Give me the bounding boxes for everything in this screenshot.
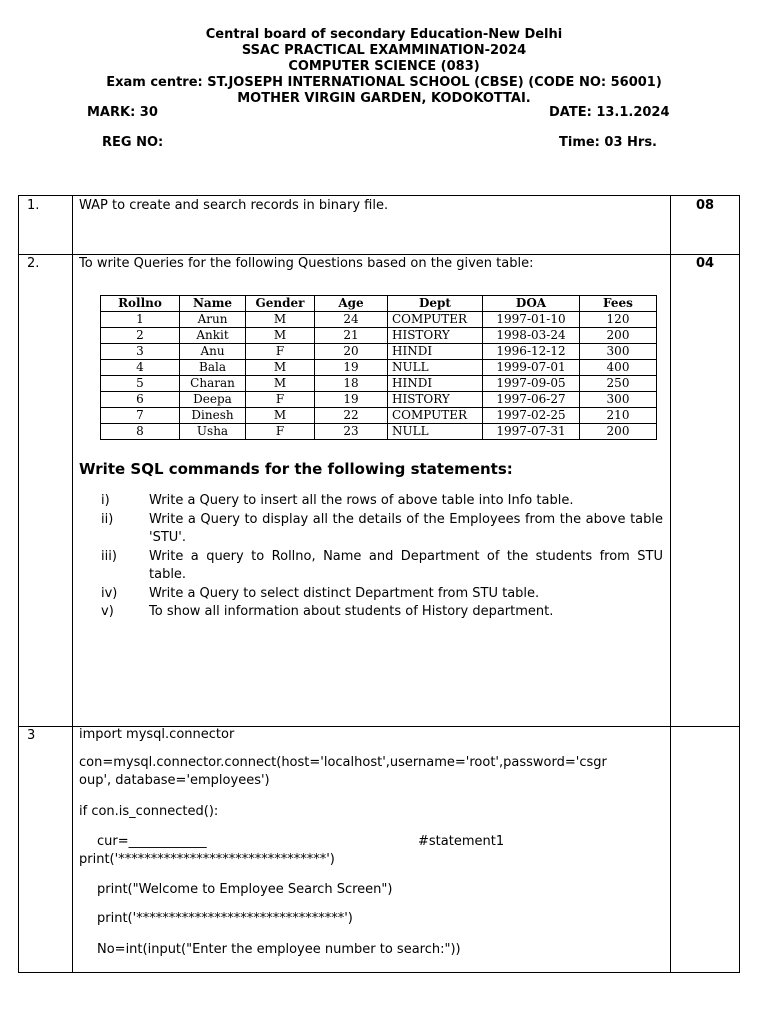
cell-fees: 200 — [580, 328, 657, 344]
item-text: Write a Query to select distinct Department from STU table. — [149, 585, 540, 601]
item-numeral: i) — [101, 493, 110, 508]
cell-name: Arun — [180, 312, 246, 328]
cell-gender: M — [246, 328, 315, 344]
cell-name: Charan — [180, 376, 246, 392]
cell-name: Bala — [180, 360, 246, 376]
item-text: Write a query to Rollno, Name and Department of the students from STU table. — [149, 548, 663, 582]
cell-gender: M — [246, 360, 315, 376]
code-line: if con.is_connected(): — [79, 804, 219, 819]
table-header-row — [101, 296, 657, 312]
cell-fees: 120 — [580, 312, 657, 328]
cell-fees: 300 — [580, 344, 657, 360]
table-row — [101, 408, 657, 424]
q1-number: 1. — [27, 198, 40, 213]
exam-title: SSAC PRACTICAL EXAMMINATION-2024 — [241, 43, 527, 58]
centre-address: MOTHER VIRGIN GARDEN, KODOKOTTAI. — [237, 91, 531, 106]
table-row — [101, 344, 657, 360]
item-numeral: v) — [101, 604, 114, 619]
question-table — [18, 195, 740, 973]
header-gender: Gender — [246, 296, 315, 312]
cell-dept: HISTORY — [388, 392, 483, 408]
header-age: Age — [315, 296, 388, 312]
list-item — [101, 511, 663, 548]
cell-name: Usha — [180, 424, 246, 440]
exam-centre: Exam centre: ST.JOSEPH INTERNATIONAL SCHOOL (CBSE) (CODE NO: 56001) — [106, 75, 662, 90]
q2-marks: 04 — [695, 256, 715, 271]
subject-title: COMPUTER SCIENCE (083) — [288, 59, 480, 74]
cell-age: 20 — [315, 344, 388, 360]
code-line: oup', database='employees') — [79, 773, 270, 788]
cell-gender: M — [246, 408, 315, 424]
cell-rollno: 5 — [101, 376, 180, 392]
cell-rollno: 8 — [101, 424, 180, 440]
cell-doa: 1997-09-05 — [483, 376, 580, 392]
cell-age: 19 — [315, 360, 388, 376]
cell-dept: COMPUTER — [388, 408, 483, 424]
cell-dept: NULL — [388, 360, 483, 376]
item-text: To show all information about students of History department. — [149, 604, 554, 619]
q1-text: WAP to create and search records in binary file. — [79, 198, 389, 213]
code-line: No=int(input("Enter the employee number to search:")) — [97, 942, 461, 957]
table-row — [101, 360, 657, 376]
q2-text: To write Queries for the following Questions based on the given table: — [79, 256, 534, 271]
cell-rollno: 3 — [101, 344, 180, 360]
cell-gender: M — [246, 376, 315, 392]
cell-name: Deepa — [180, 392, 246, 408]
header-dept: Dept — [388, 296, 483, 312]
board-name: Central board of secondary Education-New Delhi — [205, 27, 563, 42]
cell-age: 21 — [315, 328, 388, 344]
header-name: Name — [180, 296, 246, 312]
sql-heading: Write SQL commands for the following statements: — [79, 460, 513, 478]
table-row — [101, 328, 657, 344]
item-numeral: iv) — [101, 585, 118, 601]
code-line: print('********************************') — [97, 911, 353, 926]
header-fees: Fees — [580, 296, 657, 312]
list-item — [101, 603, 663, 622]
exam-duration: Time: 03 Hrs. — [559, 135, 657, 150]
cell-fees: 210 — [580, 408, 657, 424]
reg-no-label: REG NO: — [102, 135, 164, 150]
cell-age: 18 — [315, 376, 388, 392]
cell-name: Anu — [180, 344, 246, 360]
cell-age: 23 — [315, 424, 388, 440]
code-line: con=mysql.connector.connect(host='localhost',username='root',password='csgr — [79, 755, 607, 770]
column-divider — [670, 196, 671, 972]
sql-statement-list — [101, 492, 663, 622]
list-item — [101, 492, 663, 511]
cell-fees: 250 — [580, 376, 657, 392]
cell-age: 19 — [315, 392, 388, 408]
cell-doa: 1997-01-10 — [483, 312, 580, 328]
cell-doa: 1996-12-12 — [483, 344, 580, 360]
q1-marks: 08 — [695, 198, 715, 213]
cell-dept: HINDI — [388, 344, 483, 360]
q3-number: 3 — [27, 728, 36, 743]
cell-doa: 1998-03-24 — [483, 328, 580, 344]
total-marks: MARK: 30 — [87, 105, 158, 120]
cell-name: Ankit — [180, 328, 246, 344]
code-line: print("Welcome to Employee Search Screen") — [97, 882, 393, 897]
cell-doa: 1997-02-25 — [483, 408, 580, 424]
cell-name: Dinesh — [180, 408, 246, 424]
table-row — [101, 392, 657, 408]
cell-fees: 300 — [580, 392, 657, 408]
cell-gender: F — [246, 392, 315, 408]
header-rollno: Rollno — [101, 296, 180, 312]
cell-rollno: 4 — [101, 360, 180, 376]
cell-dept: HISTORY — [388, 328, 483, 344]
list-item — [101, 585, 663, 604]
cell-fees: 200 — [580, 424, 657, 440]
q2-number: 2. — [27, 256, 40, 271]
column-divider — [72, 196, 73, 972]
header-doa: DOA — [483, 296, 580, 312]
code-line: cur=____________ — [97, 834, 207, 849]
item-numeral: iii) — [101, 548, 117, 564]
table-row — [101, 312, 657, 328]
item-numeral: ii) — [101, 511, 114, 527]
stu-table — [100, 295, 657, 440]
code-line: print('********************************') — [79, 852, 335, 867]
cell-fees: 400 — [580, 360, 657, 376]
cell-dept: NULL — [388, 424, 483, 440]
item-text: Write a Query to display all the details of the Employees from the above table 'STU'. — [149, 511, 663, 545]
cell-doa: 1999-07-01 — [483, 360, 580, 376]
cell-rollno: 2 — [101, 328, 180, 344]
cell-rollno: 7 — [101, 408, 180, 424]
cell-rollno: 6 — [101, 392, 180, 408]
table-row — [101, 376, 657, 392]
cell-dept: COMPUTER — [388, 312, 483, 328]
exam-date: DATE: 13.1.2024 — [549, 105, 670, 120]
cell-gender: F — [246, 424, 315, 440]
cell-age: 24 — [315, 312, 388, 328]
cell-doa: 1997-06-27 — [483, 392, 580, 408]
cell-gender: M — [246, 312, 315, 328]
cell-gender: F — [246, 344, 315, 360]
code-line: import mysql.connector — [79, 727, 235, 742]
exam-header — [0, 27, 768, 107]
code-comment: #statement1 — [418, 834, 505, 849]
item-text: Write a Query to insert all the rows of above table into Info table. — [149, 493, 574, 508]
cell-doa: 1997-07-31 — [483, 424, 580, 440]
cell-age: 22 — [315, 408, 388, 424]
cell-dept: HINDI — [388, 376, 483, 392]
table-row — [101, 424, 657, 440]
cell-rollno: 1 — [101, 312, 180, 328]
list-item — [101, 548, 663, 585]
